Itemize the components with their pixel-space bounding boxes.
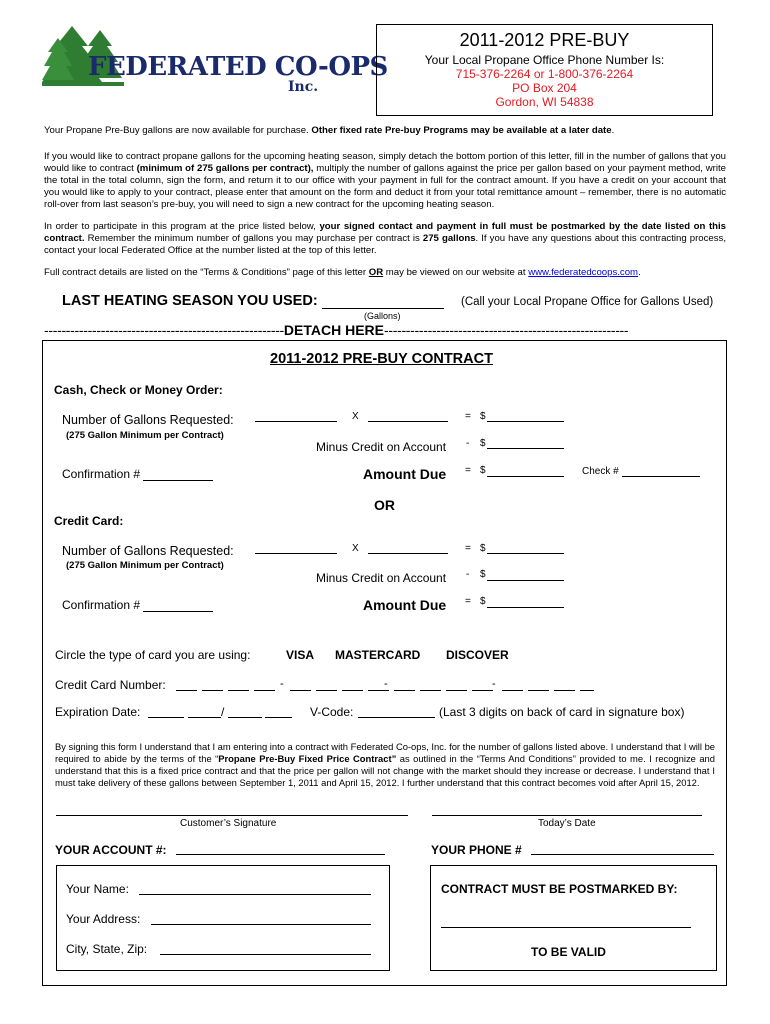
vcode-field[interactable] (358, 717, 435, 718)
cash-credit-field[interactable] (487, 448, 564, 449)
credit-multiply-sign: X (352, 543, 359, 554)
credit-minimum-note: (275 Gallon Minimum per Contract) (66, 560, 224, 571)
card-option-mastercard[interactable]: MASTERCARD (335, 648, 421, 662)
cash-gallons-field[interactable] (255, 421, 337, 422)
phone-number-field[interactable] (531, 854, 714, 855)
circle-card-label: Circle the type of card you are using: (55, 648, 251, 662)
account-number-label: YOUR ACCOUNT #: (55, 843, 167, 857)
exp-year-a-field[interactable] (228, 717, 262, 718)
credit-credit-dollar: $ (480, 569, 486, 580)
detach-line: -------------------------------------------------------DETACH HERE-------------------------------------------------------- (44, 322, 629, 338)
credit-total-dollar: $ (480, 543, 486, 554)
credit-due-equals: = (465, 596, 471, 607)
gallons-caption: (Gallons) (364, 311, 401, 321)
vcode-note: (Last 3 digits on back of card in signature box) (439, 705, 685, 719)
federated-coops-logo (42, 24, 388, 100)
letter-paragraph-2: If you would like to contract propane gallons for the upcoming heating season, simply detach the bottom portion of this letter, fill in the number of gallons that you would like to contract (minimum of 275 gallons per contract), multiply the number of gallons against the price per gallon based on your payment method, write the total in the total column, sign the form, and return it to our office with your payment in full for the contract amount. If you have a credit on your account that you would like to apply to your contract, please enter that amount on the form and deduct it from your total remittance amount – remember, there is no automatic roll-over from last season’s pre-buy, you will need to sign a new contract for the upcoming heating season. (44, 151, 726, 210)
cash-minus-credit-label: Minus Credit on Account (316, 440, 447, 454)
credit-price-field[interactable] (368, 553, 448, 554)
your-name-field[interactable] (139, 894, 371, 895)
letter-paragraph-4: Full contract details are listed on the “Terms & Conditions” page of this letter OR may be viewed on our website at www.federatedcoops.com. (44, 267, 641, 278)
cash-minimum-note: (275 Gallon Minimum per Contract) (66, 430, 224, 441)
city-state-zip-label: City, State, Zip: (66, 942, 148, 956)
postmark-date-field[interactable] (441, 927, 691, 928)
letter-paragraph-1: Your Propane Pre-Buy gallons are now available for purchase. Other fixed rate Pre-buy Programs may be available at a later date. (44, 125, 615, 136)
credit-total-field[interactable] (487, 553, 564, 554)
logo-inc: Inc. (288, 79, 319, 95)
cash-confirmation-field[interactable] (143, 480, 213, 481)
letter-paragraph-3: In order to participate in this program at the price listed below, your signed contact and payment in full must be postmarked by the date listed on this contract. Remember the minimum number of gallons you may purchase per contract is 275 gallons. If you have any questions about this contracting process, contact your local Federated Office at the number listed at the top of this letter. (44, 221, 727, 256)
cash-confirmation-label: Confirmation # (62, 467, 213, 481)
credit-gallons-field[interactable] (255, 553, 337, 554)
your-name-label: Your Name: (66, 882, 129, 896)
cash-due-dollar: $ (480, 465, 486, 476)
check-number-label: Check # (582, 466, 619, 477)
todays-date-label: Today’s Date (538, 818, 596, 829)
credit-amount-due-field[interactable] (487, 607, 564, 608)
check-number-field[interactable] (622, 476, 700, 477)
your-address-field[interactable] (151, 924, 371, 925)
todays-date-field[interactable] (432, 815, 702, 816)
credit-minus-sign: - (466, 569, 470, 580)
credit-due-dollar: $ (480, 596, 486, 607)
exp-year-b-field[interactable] (265, 717, 292, 718)
phone-label: Your Local Propane Office Phone Number Is: (424, 53, 665, 67)
account-number-field[interactable] (176, 854, 385, 855)
card-option-visa[interactable]: VISA (286, 648, 315, 662)
credit-confirmation-label: Confirmation # (62, 598, 213, 612)
to-be-valid-label: TO BE VALID (531, 945, 606, 959)
credit-heading: Credit Card: (54, 514, 124, 528)
cc-number-label: Credit Card Number: (55, 678, 166, 692)
last-season-gallons-field[interactable] (322, 308, 444, 309)
credit-credit-field[interactable] (487, 580, 564, 581)
your-address-label: Your Address: (66, 912, 141, 926)
cash-total-dollar: $ (480, 411, 486, 422)
contract-title: 2011-2012 PRE-BUY CONTRACT (270, 351, 493, 367)
phone-numbers: 715-376-2264 or 1-800-376-2264 (455, 67, 634, 81)
cash-price-field[interactable] (368, 421, 448, 422)
last-season-label: LAST HEATING SEASON YOU USED: (62, 293, 444, 309)
expiration-label: Expiration Date: (55, 705, 141, 719)
city-state: Gordon, WI 54838 (495, 95, 594, 109)
cash-amount-due-field[interactable] (487, 476, 564, 477)
customer-signature-label: Customer’s Signature (180, 818, 277, 829)
website-link[interactable]: www.federatedcoops.com (528, 267, 639, 278)
credit-amount-due-label: Amount Due (363, 597, 447, 613)
cash-minus-sign: - (466, 438, 470, 449)
cash-amount-due-label: Amount Due (363, 466, 447, 482)
city-state-zip-field[interactable] (160, 954, 371, 955)
credit-minus-credit-label: Minus Credit on Account (316, 571, 447, 585)
credit-equals-sign: = (465, 543, 471, 554)
customer-signature-field[interactable] (56, 815, 408, 816)
exp-slash: / (221, 705, 225, 719)
or-divider: OR (374, 497, 395, 513)
credit-gallons-label: Number of Gallons Requested: (62, 544, 234, 558)
header-contact-box (376, 24, 713, 116)
cash-due-equals: = (465, 465, 471, 476)
cash-credit-dollar: $ (480, 438, 486, 449)
postmark-label: CONTRACT MUST BE POSTMARKED BY: (441, 882, 678, 896)
cash-total-field[interactable] (487, 421, 564, 422)
cash-equals-sign: = (465, 411, 471, 422)
cash-multiply-sign: X (352, 411, 359, 422)
card-option-discover[interactable]: DISCOVER (446, 648, 509, 662)
po-box: PO Box 204 (512, 81, 577, 95)
exp-day-field[interactable] (188, 717, 221, 718)
credit-confirmation-field[interactable] (143, 611, 213, 612)
phone-number-label: YOUR PHONE # (431, 843, 522, 857)
logo-wordmark: FEDERATED CO-OPS (88, 52, 388, 82)
prebuy-title: 2011-2012 PRE-BUY (459, 30, 630, 50)
vcode-label: V-Code: (310, 705, 354, 719)
agreement-text: By signing this form I understand that I am entering into a contract with Federated Co-ops, Inc. for the number of gallons listed above. I understand that I will be required to abide by the terms of the “Propane Pre-Buy Fixed Price Contract” as outlined in the “Terms And Conditions” provided to me. I recognize and understand that this is a fixed price contract and that the price per gallon will not change with the market should they increase or decrease. I understand that I must take delivery of these gallons between September 1, 2011 and April 15, 2012. I further understand that this contract becomes void after April 15, 2012. (55, 741, 715, 788)
exp-month-field[interactable] (148, 717, 184, 718)
cash-heading: Cash, Check or Money Order: (54, 383, 223, 397)
call-office-note: (Call your Local Propane Office for Gallons Used) (461, 296, 714, 308)
cash-gallons-label: Number of Gallons Requested: (62, 413, 234, 427)
